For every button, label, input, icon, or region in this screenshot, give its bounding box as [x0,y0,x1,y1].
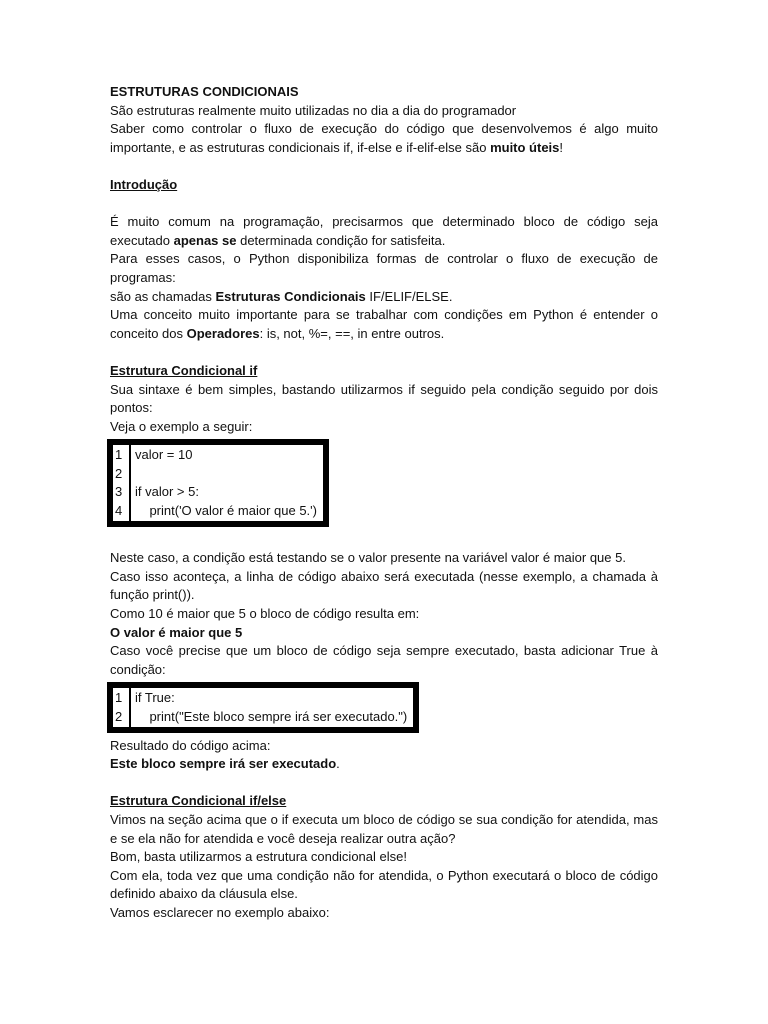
paragraph: Com ela, toda vez que uma condição não for atendida, o Python executará o bloco de código definido abaixo da cláusula else. [110,867,658,902]
section-title-introducao: Introdução [110,176,178,192]
code-text: if valor > 5: [135,484,199,500]
text-run: IF/ELIF/ELSE. [365,288,453,304]
text-run: ! [559,139,564,155]
spacer [110,531,658,550]
code-block-if-example [107,439,329,526]
paragraph: Caso você precise que um bloco de código seja sempre executado, basta adicionar True à condição: [110,643,658,677]
paragraph: Bom, basta utilizarmos a estrutura condicional else! [110,849,407,865]
document-title: ESTRUTURAS CONDICIONAIS [110,84,299,99]
paragraph: Veja o exemplo a seguir: [110,418,253,434]
paragraph: São estruturas realmente muito utilizadas no dia a dia do programador [110,102,517,118]
paragraph: Vimos na seção acima que o if executa um bloco de código se sua condição for atendida, mas e se ela não for atendida e você deseja realizar outra ação? [110,811,658,846]
code-text [131,465,323,484]
paragraph: Como 10 é maior que 5 o bloco de código resulta em: [110,606,420,622]
text-run: É muito comum na programação, precisarmos que determinado bloco de código seja executado [110,214,658,248]
paragraph: Neste caso, a condição está testando se o valor presente na variável valor é maior que 5. [110,550,626,566]
document-body [110,83,658,923]
spacer [110,774,658,793]
line-number: 2 [113,465,131,484]
text-run: Uma conceito muito importante para se trabalhar com condições em Python é entender o conceito dos [110,307,658,341]
code-line [113,688,413,708]
spacer [110,195,658,214]
bold-text: apenas se [173,232,237,248]
text-run: Saber como controlar o fluxo de execução do código que desenvolvemos é algo muito importante, e as estruturas condicionais if, if-else e if-elif-else são [110,121,658,155]
paragraph [110,120,658,157]
code-line [113,465,323,484]
code-text: print('O valor é maior que 5.') [135,503,317,519]
code-text: print("Este bloco sempre irá ser executado.") [135,709,408,724]
bold-text: Estruturas Condicionais [215,288,366,304]
code-line [113,483,323,502]
paragraph: Resultado do código acima: [110,737,271,753]
paragraph [110,755,658,774]
code-line [113,502,323,521]
section-title-if-else: Estrutura Condicional if/else [110,793,287,809]
code-text: if True: [135,690,175,706]
line-number: 3 [113,483,131,502]
text-run: . [336,756,340,772]
paragraph: Vamos esclarecer no exemplo abaixo: [110,904,330,920]
code-line [113,708,413,727]
bold-text: Operadores [186,325,260,341]
code-line [113,445,323,465]
bold-text: muito úteis [490,139,560,155]
text-run: são as chamadas [110,288,216,304]
text-run: determinada condição for satisfeita. [236,232,446,248]
code-output-bold: O valor é maior que 5 [110,624,243,640]
line-number: 4 [113,502,131,521]
line-number: 1 [113,445,131,465]
paragraph: Caso isso aconteça, a linha de código abaixo será executada (nesse exemplo, a chamada à função print()). [110,568,658,603]
code-text: valor = 10 [135,447,193,463]
section-title-if: Estrutura Condicional if [110,362,258,378]
code-block-if-true [107,682,419,732]
line-number: 1 [113,688,131,708]
paragraph [110,288,658,307]
spacer [110,343,658,362]
paragraph [110,306,658,343]
paragraph [110,213,658,250]
line-number: 2 [113,708,131,727]
spacer [110,157,658,176]
bold-text: Este bloco sempre irá ser executado [110,756,337,772]
paragraph: Para esses casos, o Python disponibiliza formas de controlar o fluxo de execução de programas: [110,251,658,285]
text-run: : is, not, %=, ==, in entre outros. [259,325,445,341]
paragraph: Sua sintaxe é bem simples, bastando utilizarmos if seguido pela condição seguido por dois pontos: [110,381,658,416]
